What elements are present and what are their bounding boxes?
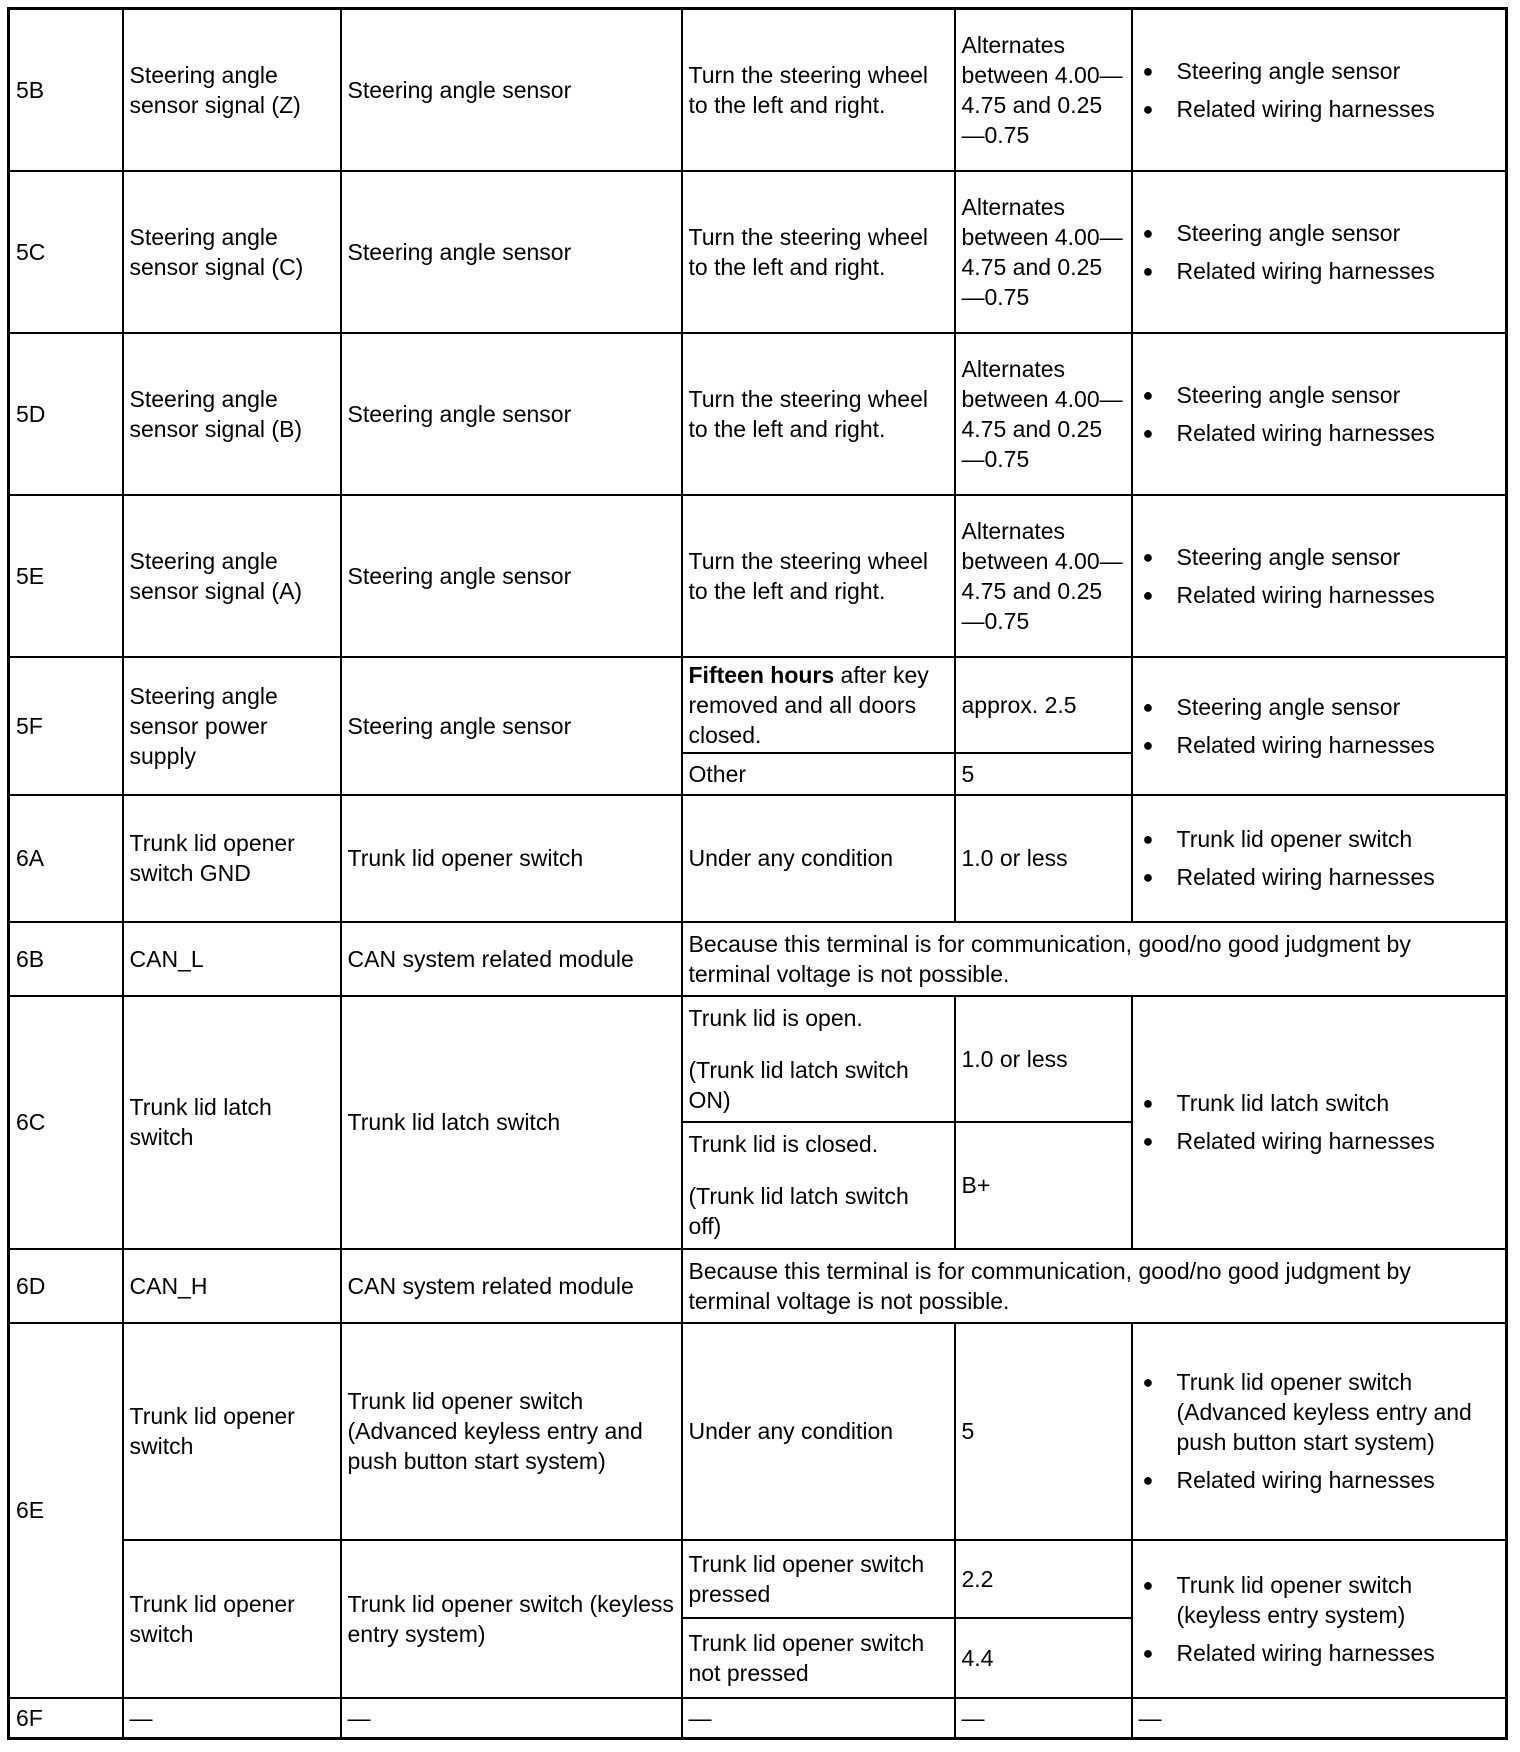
diagnosis [1132,1540,1507,1698]
diag-item: ● Trunk lid opener switch (Advanced keyless entry and push button start system) [1177,1367,1500,1457]
value: B+ [955,1122,1132,1249]
value: 2.2 [955,1540,1132,1618]
unit: Steering angle sensor [341,333,682,495]
signal-name: Steering angle sensor signal (B) [123,333,341,495]
condition-line: Trunk lid is open. [688,1004,863,1031]
diagnosis [1132,1323,1507,1540]
diag-item: ● Steering angle sensor [1177,218,1500,248]
signal-name: Trunk lid latch switch [123,996,341,1249]
diag-item: ● Trunk lid latch switch [1177,1088,1500,1118]
diag-item: ● Related wiring harnesses [1177,94,1500,124]
terminal: 5D [9,333,123,495]
condition-line: (Trunk lid latch switch off) [688,1183,909,1239]
unit: Steering angle sensor [341,657,682,795]
condition: Under any condition [682,1323,955,1540]
table-row [9,1540,1507,1618]
condition: Trunk lid opener switch not pressed [682,1618,955,1698]
condition-line: Trunk lid is closed. [688,1131,879,1157]
diag-item: ● Related wiring harnesses [1177,1126,1500,1156]
diagnosis [1132,333,1507,495]
diag-item: ● Related wiring harnesses [1177,418,1500,448]
communication-note: Because this terminal is for communication, good/no good judgment by terminal voltage is not possible. [682,922,1507,996]
signal-name: Trunk lid opener switch [123,1323,341,1540]
table-row [9,795,1507,922]
table-row [9,996,1507,1122]
signal-name: Trunk lid opener switch GND [123,795,341,922]
diag-item: ● Steering angle sensor [1177,380,1500,410]
communication-note: Because this terminal is for communication, good/no good judgment by terminal voltage is not possible. [682,1249,1507,1323]
table-row [9,657,1507,753]
value: 5 [955,1323,1132,1540]
diag-item: ● Related wiring harnesses [1177,862,1500,892]
value: Alternates between 4.00—4.75 and 0.25—0.75 [955,333,1132,495]
signal-name: CAN_L [123,922,341,996]
value: approx. 2.5 [955,657,1132,753]
condition: Under any condition [682,795,955,922]
diag-item: ● Related wiring harnesses [1177,1638,1500,1668]
condition: Turn the steering wheel to the left and right. [682,495,955,657]
condition: Other [682,753,955,795]
terminal: 6B [9,922,123,996]
diagnosis [1132,9,1507,171]
unit: Trunk lid opener switch (Advanced keyless entry and push button start system) [341,1323,682,1540]
diagnosis [1132,657,1507,795]
terminal-table [7,7,1508,1740]
diag-item: ● Related wiring harnesses [1177,256,1500,286]
unit: CAN system related module [341,922,682,996]
diag-item: ● Steering angle sensor [1177,56,1500,86]
diagnosis [1132,795,1507,922]
unit: Trunk lid latch switch [341,996,682,1249]
diagnosis [1132,996,1507,1249]
signal-name: Steering angle sensor power supply [123,657,341,795]
terminal: 6A [9,795,123,922]
value: — [955,1698,1132,1739]
diag-item: ● Related wiring harnesses [1177,580,1500,610]
diagnosis [1132,495,1507,657]
terminal: 6F [9,1698,123,1739]
condition: Turn the steering wheel to the left and right. [682,171,955,333]
signal-name: Trunk lid opener switch [123,1540,341,1698]
value: 5 [955,753,1132,795]
diag-item: ● Steering angle sensor [1177,692,1500,722]
terminal: 5B [9,9,123,171]
terminal: 6D [9,1249,123,1323]
value: Alternates between 4.00—4.75 and 0.25—0.75 [955,171,1132,333]
condition [682,657,955,753]
unit: Trunk lid opener switch [341,795,682,922]
diag-item: ● Trunk lid opener switch [1177,824,1500,854]
table-row [9,9,1507,171]
signal-name: Steering angle sensor signal (A) [123,495,341,657]
unit: CAN system related module [341,1249,682,1323]
condition: Turn the steering wheel to the left and right. [682,9,955,171]
unit: Trunk lid opener switch (keyless entry system) [341,1540,682,1698]
value: 4.4 [955,1618,1132,1698]
table-row [9,922,1507,996]
diagnosis [1132,171,1507,333]
terminal: 6E [9,1323,123,1698]
condition-line: (Trunk lid latch switch ON) [688,1056,909,1113]
terminal: 5C [9,171,123,333]
table-row [9,1249,1507,1323]
diagnosis: — [1132,1698,1507,1739]
diag-item: ● Trunk lid opener switch (keyless entry system) [1177,1570,1500,1630]
condition-bold: Fifteen hours [688,661,835,688]
signal-name: Steering angle sensor signal (Z) [123,9,341,171]
table-row [9,495,1507,657]
diag-item: ● Steering angle sensor [1177,542,1500,572]
terminal: 5F [9,657,123,795]
condition [682,996,955,1122]
unit: Steering angle sensor [341,171,682,333]
condition: Turn the steering wheel to the left and right. [682,333,955,495]
value: Alternates between 4.00—4.75 and 0.25—0.75 [955,9,1132,171]
value: Alternates between 4.00—4.75 and 0.25—0.75 [955,495,1132,657]
condition [682,1122,955,1249]
unit: Steering angle sensor [341,495,682,657]
signal-name: CAN_H [123,1249,341,1323]
terminal: 5E [9,495,123,657]
table-row [9,1698,1507,1739]
table-row [9,171,1507,333]
table-row [9,1323,1507,1540]
value: 1.0 or less [955,996,1132,1122]
value: 1.0 or less [955,795,1132,922]
terminal: 6C [9,996,123,1249]
unit: — [341,1698,682,1739]
condition: Trunk lid opener switch pressed [682,1540,955,1618]
signal-name: — [123,1698,341,1739]
table-row [9,333,1507,495]
condition: — [682,1698,955,1739]
diag-item: ● Related wiring harnesses [1177,730,1500,760]
unit: Steering angle sensor [341,9,682,171]
diag-item: ● Related wiring harnesses [1177,1465,1500,1495]
condition-rest: after key removed and all doors closed. [688,661,929,748]
signal-name: Steering angle sensor signal (C) [123,171,341,333]
